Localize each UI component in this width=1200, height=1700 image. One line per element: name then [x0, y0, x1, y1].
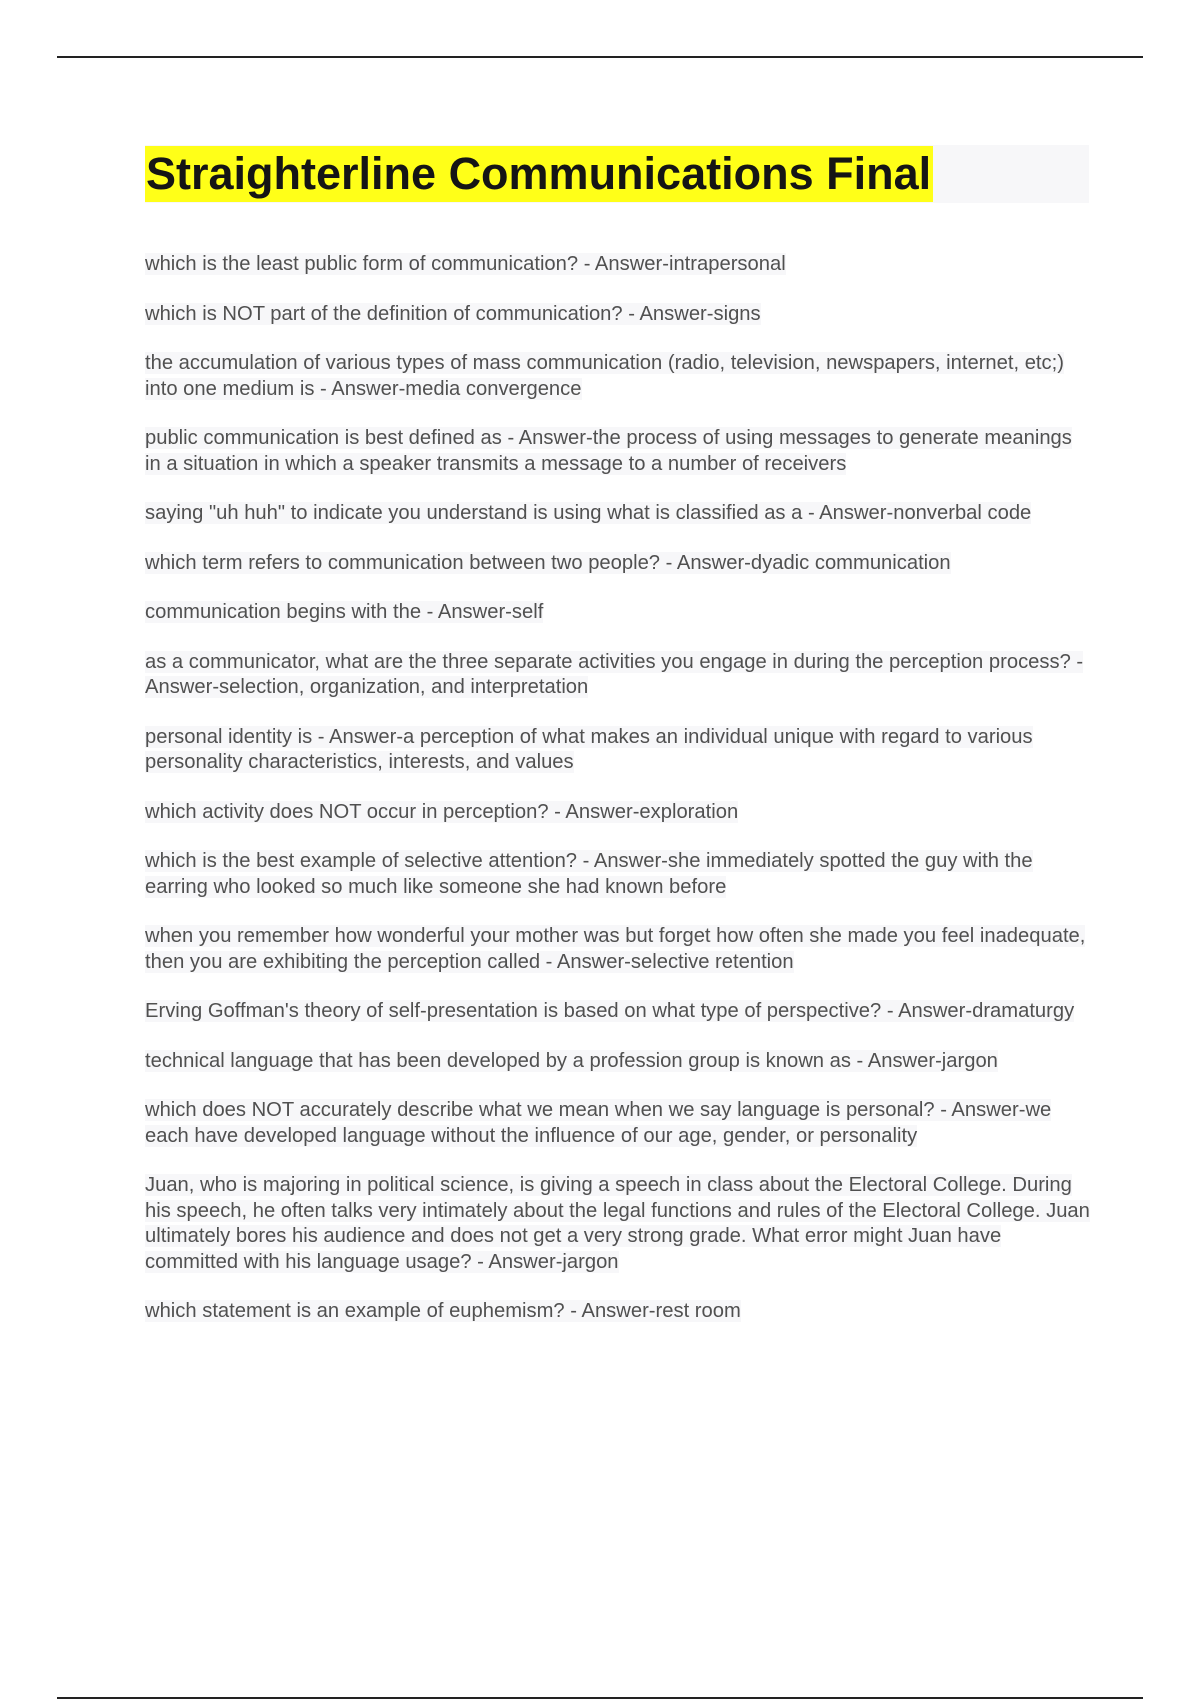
qa-item — [145, 1049, 1090, 1075]
qa-item-text: saying "uh huh" to indicate you understand is using what is classified as a - Answer-nonverbal code — [145, 502, 1032, 524]
qa-item — [145, 1299, 1090, 1325]
qa-item — [145, 1098, 1090, 1149]
qa-item-text: when you remember how wonderful your mother was but forget how often she made you feel inadequate, then you are exhibiting the perception called - Answer-selective retention — [145, 925, 1086, 973]
qa-item-text: the accumulation of various types of mass communication (radio, television, newspapers, internet, etc;) into one medium is - Answer-media convergence — [145, 352, 1064, 400]
qa-item-text: technical language that has been developed by a profession group is known as - Answer-jargon — [145, 1049, 998, 1072]
qa-item-text: public communication is best defined as - Answer-the process of using messages to generate meanings in a situation in which a speaker transmits a message to a number of receivers — [145, 427, 1072, 475]
qa-item — [145, 351, 1090, 402]
qa-item-text: which activity does NOT occur in perception? - Answer-exploration — [145, 800, 739, 823]
qa-item-text: as a communicator, what are the three separate activities you engage in during the perception process? - Answer-selection, organization, and interpretation — [145, 650, 1084, 698]
qa-item — [145, 426, 1090, 477]
qa-item-text: Juan, who is majoring in political science, is giving a speech in class about the Electoral College. During his speech, he often talks very intimately about the legal functions and rules of the Electoral College. Juan ultimately bores his audience and does not get a very strong grade. What error might Juan have committed with his language usage? - Answer-jargon — [145, 1174, 1090, 1273]
qa-item-text: which term refers to communication between two people? - Answer-dyadic communication — [145, 551, 951, 574]
qa-item — [145, 800, 1090, 826]
top-rule — [57, 56, 1143, 58]
qa-item — [145, 551, 1090, 577]
qa-item — [145, 999, 1090, 1025]
qa-item — [145, 252, 1090, 278]
page-title: Straighterline Communications Final — [145, 146, 933, 202]
qa-item-text: which is the best example of selective attention? - Answer-she immediately spotted the guy with the earring who looked so much like someone she had known before — [145, 850, 1033, 898]
qa-item-text: Erving Goffman's theory of self-presentation is based on what type of perspective? - Answer-dramaturgy — [145, 1000, 1075, 1022]
qa-item — [145, 1173, 1090, 1275]
qa-item-text: which statement is an example of euphemism? - Answer-rest room — [145, 1300, 741, 1322]
bottom-rule — [57, 1697, 1143, 1699]
qa-item-text: personal identity is - Answer-a perception of what makes an individual unique with regard to various personality characteristics, interests, and values — [145, 725, 1033, 773]
qa-list — [145, 252, 1090, 1349]
qa-item — [145, 302, 1090, 328]
qa-item-text: which is NOT part of the definition of communication? - Answer-signs — [145, 302, 761, 325]
qa-item — [145, 725, 1090, 776]
qa-item — [145, 600, 1090, 626]
qa-item — [145, 924, 1090, 975]
qa-item — [145, 650, 1090, 701]
qa-item-text: which is the least public form of communication? - Answer-intrapersonal — [145, 253, 786, 275]
qa-item-text: communication begins with the - Answer-self — [145, 601, 544, 623]
qa-item — [145, 501, 1090, 527]
qa-item — [145, 849, 1090, 900]
qa-item-text: which does NOT accurately describe what we mean when we say language is personal? - Answer-we each have developed language without the influence of our age, gender, or personality — [145, 1099, 1052, 1147]
